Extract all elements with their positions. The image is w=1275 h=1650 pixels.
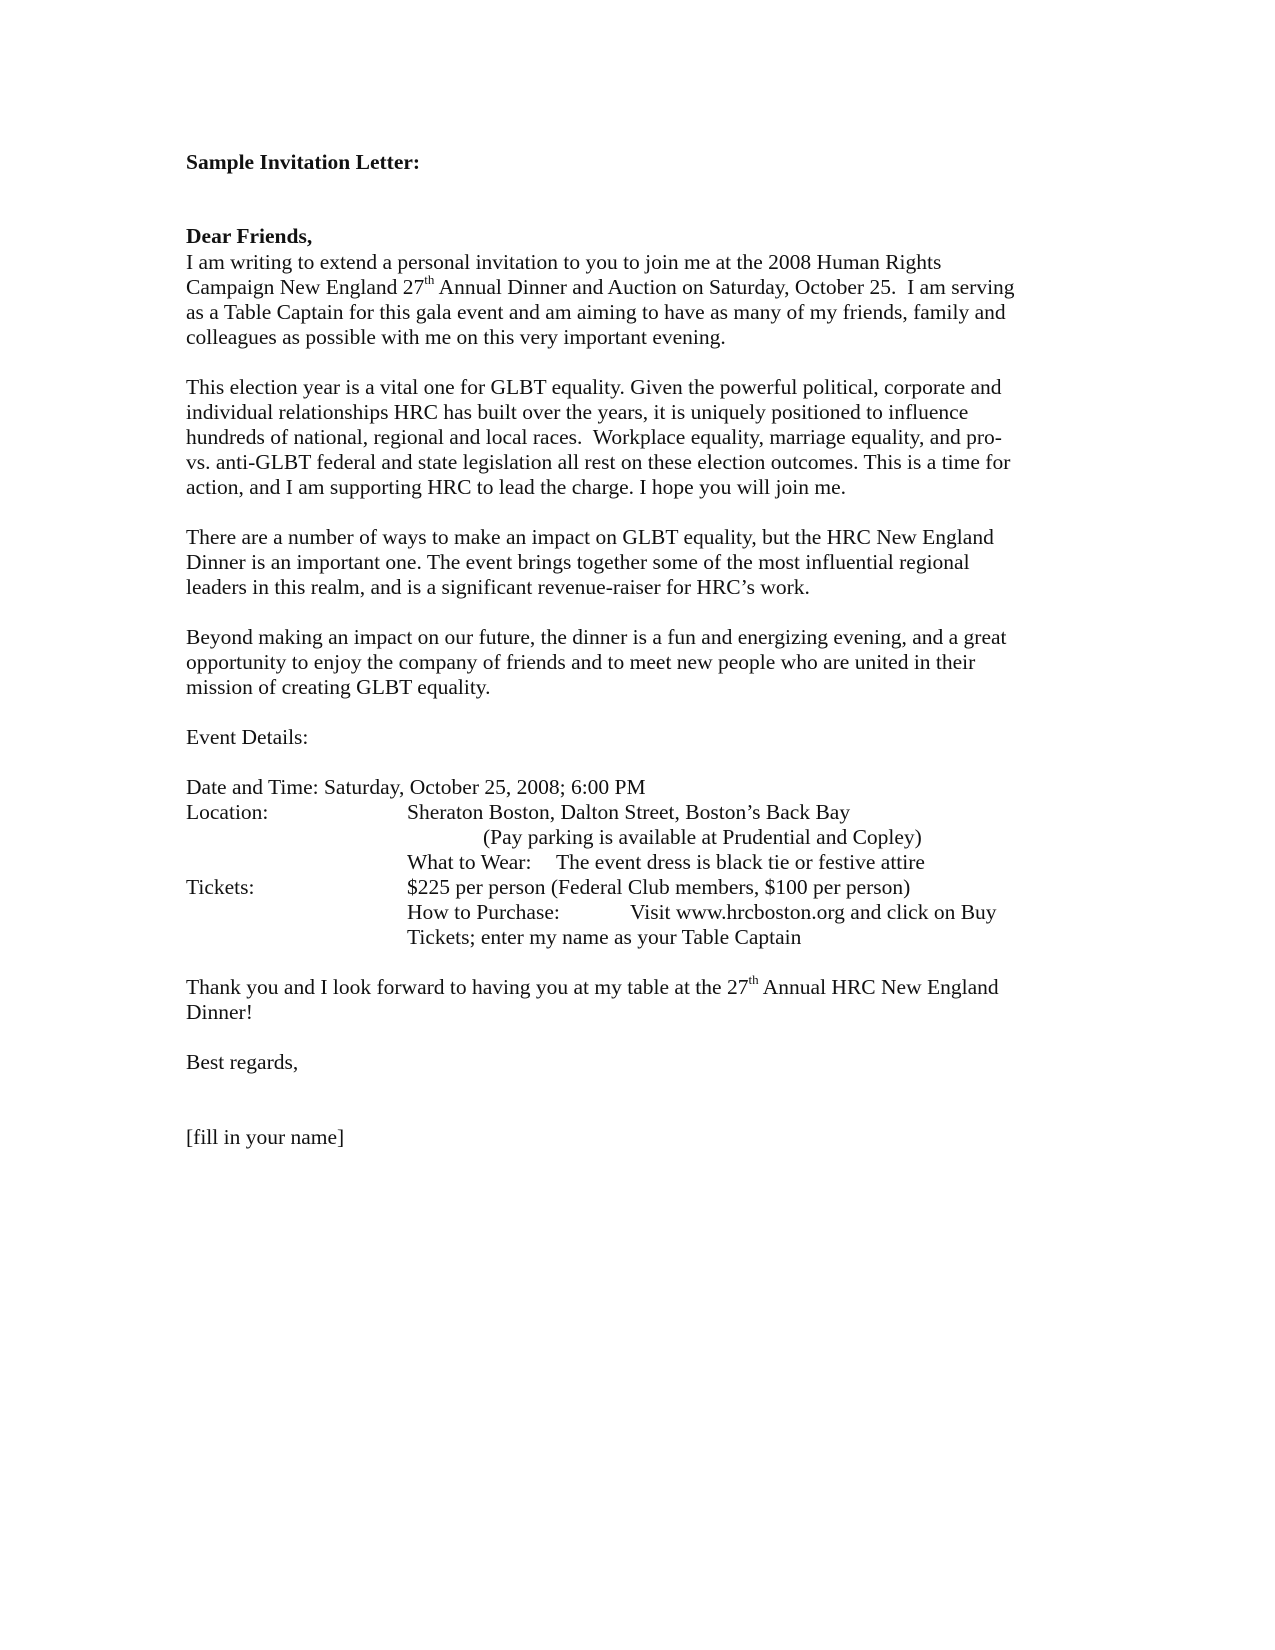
- paragraph-3-line-1: There are a number of ways to make an impact on GLBT equality, but the HRC New England: [186, 525, 994, 549]
- parking-note: (Pay parking is available at Prudential and Copley): [483, 825, 922, 849]
- location-value: Sheraton Boston, Dalton Street, Boston’s Back Bay: [407, 800, 851, 824]
- purchase-continuation: Tickets; enter my name as your Table Captain: [407, 925, 802, 949]
- paragraph-3-line-2: Dinner is an important one. The event brings together some of the most influential regional: [186, 550, 970, 574]
- paragraph-1-line-2-text: Campaign New England 27: [186, 275, 425, 299]
- wear-label: What to Wear:: [407, 850, 532, 874]
- paragraph-4-line-3: mission of creating GLBT equality.: [186, 675, 491, 699]
- ordinal-suffix: th: [748, 971, 759, 987]
- paragraph-4-line-1: Beyond making an impact on our future, the dinner is a fun and energizing evening, and a great: [186, 625, 1007, 649]
- location-label: Location:: [186, 800, 269, 824]
- closing-line-1-text: Thank you and I look forward to having you at my table at the 27: [186, 975, 749, 999]
- best-regards: Best regards,: [186, 1050, 299, 1074]
- event-details-heading: Event Details:: [186, 725, 309, 749]
- paragraph-1-line-2-text-cont: Annual Dinner and Auction on Saturday, October 25. I am serving: [434, 275, 1015, 299]
- paragraph-1-line-2: [186, 271, 1015, 300]
- paragraph-1-line-4: colleagues as possible with me on this very important evening.: [186, 325, 726, 349]
- wear-value: The event dress is black tie or festive attire: [556, 850, 925, 874]
- paragraph-2-line-1: This election year is a vital one for GLBT equality. Given the powerful political, corporate and: [186, 375, 1002, 399]
- event-date-time: Date and Time: Saturday, October 25, 2008; 6:00 PM: [186, 775, 646, 799]
- paragraph-2-line-3: hundreds of national, regional and local races. Workplace equality, marriage equality, and pro-: [186, 425, 1002, 449]
- paragraph-1-line-1: I am writing to extend a personal invitation to you to join me at the 2008 Human Rights: [186, 250, 942, 274]
- closing-line-1: [186, 971, 999, 1000]
- purchase-value: Visit www.hrcboston.org and click on Buy: [630, 900, 997, 924]
- paragraph-2-line-4: vs. anti-GLBT federal and state legislation all rest on these election outcomes. This is a time for: [186, 450, 1011, 474]
- tickets-label: Tickets:: [186, 875, 255, 899]
- paragraph-1-line-3: as a Table Captain for this gala event and am aiming to have as many of my friends, family and: [186, 300, 1006, 324]
- purchase-label: How to Purchase:: [407, 900, 560, 924]
- paragraph-2-line-2: individual relationships HRC has built over the years, it is uniquely positioned to influence: [186, 400, 969, 424]
- salutation: Dear Friends,: [186, 224, 313, 248]
- closing-line-1-text-cont: Annual HRC New England: [758, 975, 999, 999]
- letter-heading: Sample Invitation Letter:: [186, 150, 421, 174]
- paragraph-2-line-5: action, and I am supporting HRC to lead the charge. I hope you will join me.: [186, 475, 846, 499]
- paragraph-3-line-3: leaders in this realm, and is a significant revenue-raiser for HRC’s work.: [186, 575, 810, 599]
- closing-line-2: Dinner!: [186, 1000, 253, 1024]
- ordinal-suffix: th: [424, 271, 435, 287]
- signature-placeholder: [fill in your name]: [186, 1125, 345, 1149]
- paragraph-4-line-2: opportunity to enjoy the company of friends and to meet new people who are united in their: [186, 650, 976, 674]
- tickets-value: $225 per person (Federal Club members, $100 per person): [407, 875, 911, 899]
